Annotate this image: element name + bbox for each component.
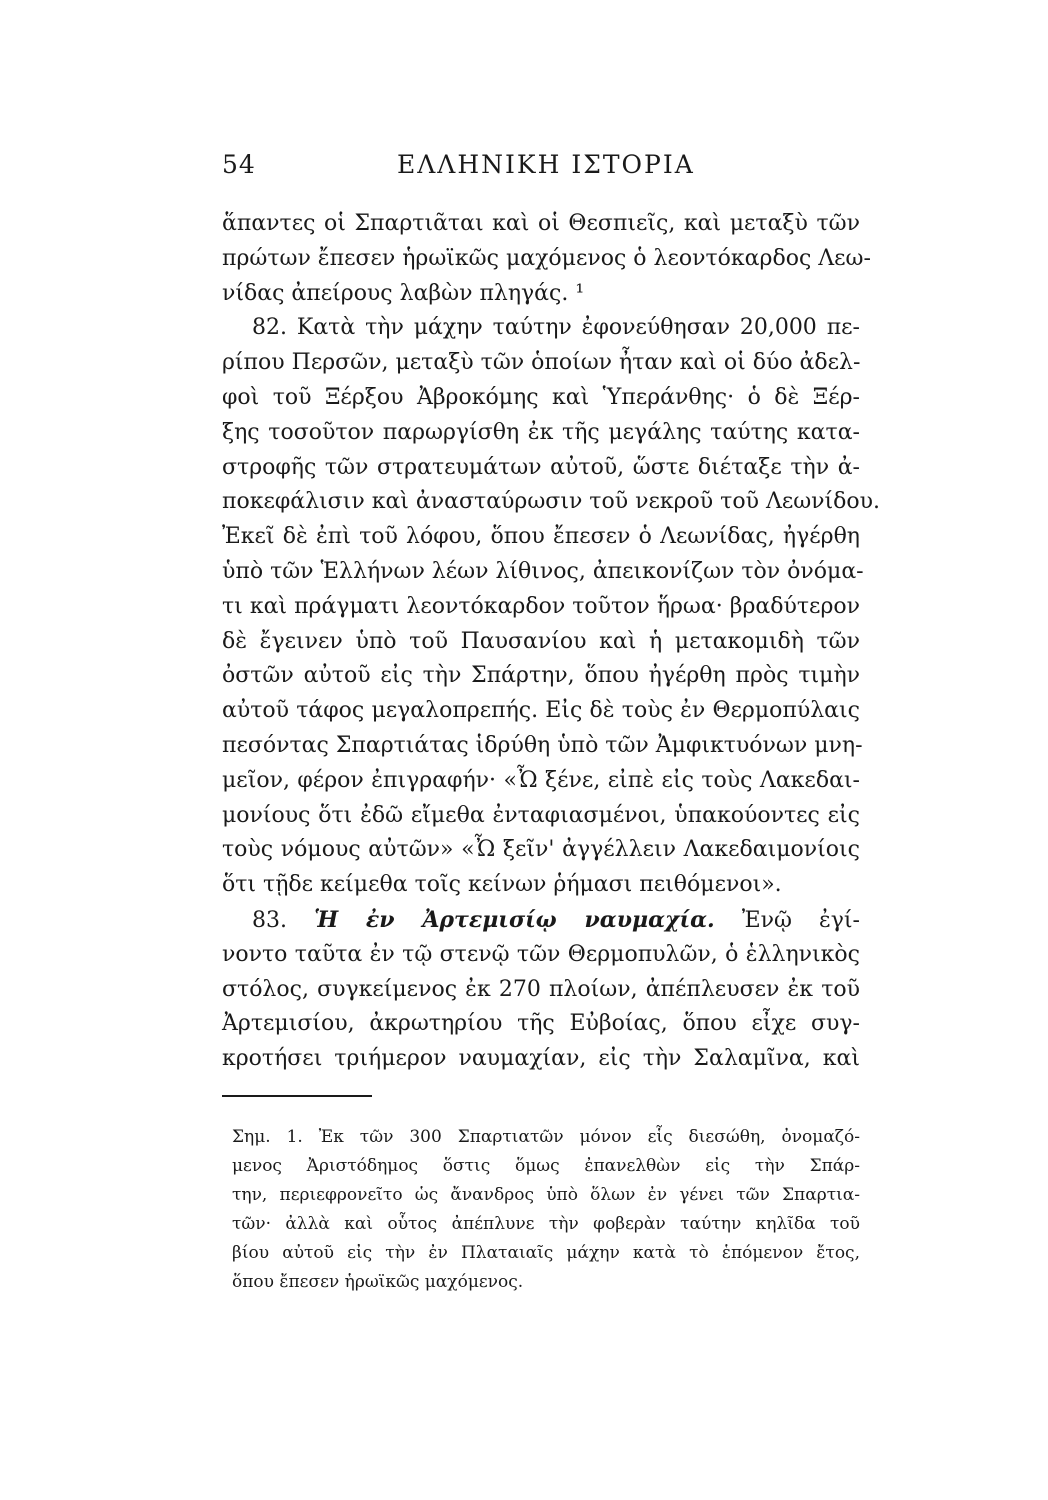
text-line: τι καὶ πράγματι λεοντόκαρδον τοῦτον ἥρωα· βραδύτερον (222, 593, 860, 619)
text-line: ποκεφάλισιν καὶ ἀνασταύρωσιν τοῦ νεκροῦ τοῦ Λεωνίδου. (222, 489, 881, 515)
footnote-rule (222, 1095, 372, 1097)
section-heading: Ἡ ἐν Ἀρτεμισίῳ ναυμαχία. (314, 906, 715, 933)
footnote-line: μενος Ἀριστόδημος ὅστις ὅμως ἐπανελθὼν εἰς τὴν Σπάρ- (232, 1156, 860, 1176)
footnote-line: Σημ. 1. Ἐκ τῶν 300 Σπαρτιατῶν μόνον εἷς διεσώθη, ὀνομαζό- (232, 1127, 860, 1147)
text-line: μονίους ὅτι ἐδῶ εἴμεθα ἐνταφιασμένοι, ὑπακούοντες εἰς (222, 802, 860, 828)
section-first-line-text: Ἐνῷ ἐγί- (741, 907, 860, 933)
text-line: νοντο ταῦτα ἐν τῷ στενῷ τῶν Θερμοπυλῶν, ὁ ἑλληνικὸς (222, 941, 860, 967)
running-head (222, 150, 860, 186)
text-line: ὀστῶν αὐτοῦ εἰς τὴν Σπάρτην, ὅπου ἠγέρθη πρὸς τιμὴν (222, 663, 860, 689)
text-line: στροφῆς τῶν στρατευμάτων αὐτοῦ, ὥστε διέταξε τὴν ἀ- (222, 454, 860, 480)
text-line: κροτήσει τριήμερον ναυμαχίαν, εἰς τὴν Σαλαμῖνα, καὶ (222, 1046, 860, 1072)
footnote (232, 1123, 860, 1297)
text-line: ὑπὸ τῶν Ἑλλήνων λέων λίθινος, ἀπεικονίζων τὸν ὀνόμα- (222, 558, 864, 584)
text-line: αὐτοῦ τάφος μεγαλοπρεπής. Εἰς δὲ τοὺς ἐν Θερμοπύλαις (222, 698, 860, 724)
text-line: δὲ ἔγεινεν ὑπὸ τοῦ Παυσανίου καὶ ἡ μετακομιδὴ τῶν (222, 628, 860, 654)
text-line: πεσόντας Σπαρτιάτας ἱδρύθη ὑπὸ τῶν Ἀμφικτυόνων μνη- (222, 732, 863, 758)
footnote-line: ὅπου ἔπεσεν ἡρωϊκῶς μαχόμενος. (232, 1272, 524, 1292)
footnote-line: βίου αὐτοῦ εἰς τὴν ἐν Πλαταιαῖς μάχην κατὰ τὸ ἑπόμενον ἔτος, (232, 1243, 860, 1263)
footnote-line: τῶν· ἀλλὰ καὶ οὗτος ἀπέπλυνε τὴν φοβερὰν ταύτην κηλῖδα τοῦ (232, 1214, 860, 1234)
text-line: φοὶ τοῦ Ξέρξου Ἀβροκόμης καὶ Ὑπεράνθης· ὁ δὲ Ξέρ- (222, 384, 860, 410)
section-83-heading-line (222, 903, 860, 938)
text-line: 82. Κατὰ τὴν μάχην ταύτην ἐφονεύθησαν 20,000 πε- (252, 315, 860, 341)
text-line: ἅπαντες οἱ Σπαρτιᾶται καὶ οἱ Θεσπιεῖς, καὶ μεταξὺ τῶν (222, 211, 860, 236)
text-line: Ἐκεῖ δὲ ἐπὶ τοῦ λόφου, ὅπου ἔπεσεν ὁ Λεωνίδας, ἠγέρθη (222, 524, 860, 550)
text-line: πρώτων ἔπεσεν ἡρωϊκῶς μαχόμενος ὁ λεοντόκαρδος Λεω- (222, 245, 871, 271)
text-line: ρίπου Περσῶν, μεταξὺ τῶν ὁποίων ἦταν καὶ οἱ δύο ἀδελ- (222, 350, 861, 376)
text-line: ὅτι τῇδε κείμεθα τοῖς κείνων ῥήμασι πειθόμενοι». (222, 872, 782, 898)
section-number: 83. (252, 907, 287, 933)
text-line: ξης τοσοῦτον παρωργίσθη ἐκ τῆς μεγάλης ταύτης κατα- (222, 419, 860, 445)
text-line: Ἀρτεμισίου, ἀκρωτηρίου τῆς Εὐβοίας, ὅπου εἶχε συγ- (222, 1011, 860, 1037)
text-line: μεῖον, φέρον ἐπιγραφήν· «Ὦ ξένε, εἰπὲ εἰς τοὺς Λακεδαι- (222, 767, 860, 793)
text-line: νίδας ἀπείρους λαβὼν πληγάς. ¹ (222, 280, 585, 306)
footnote-line: την, περιεφρονεῖτο ὡς ἄνανδρος ὑπὸ ὅλων ἐν γένει τῶν Σπαρτια- (232, 1185, 860, 1205)
page-title: ΕΛΛΗΝΙΚΗ ΙΣΤΟΡΙΑ (397, 150, 695, 179)
text-line: στόλος, συγκείμενος ἐκ 270 πλοίων, ἀπέπλευσεν ἐκ τοῦ (222, 976, 860, 1002)
page-number: 54 (222, 150, 256, 179)
main-text (222, 207, 881, 1077)
text-line: τοὺς νόμους αὐτῶν» «Ὦ ξεῖν' ἀγγέλλειν Λακεδαιμονίοις (222, 837, 860, 863)
